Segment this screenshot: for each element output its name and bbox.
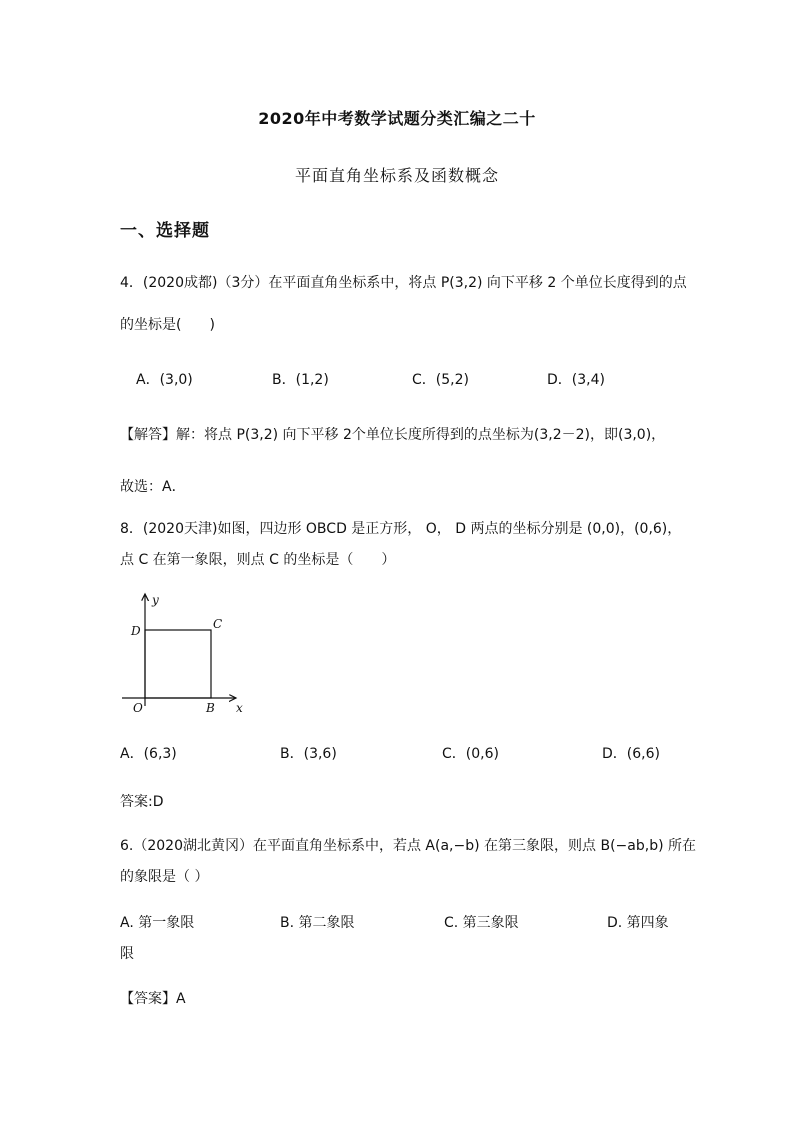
q8-option-d: D．(6,6) xyxy=(602,746,660,762)
q4-choice: 故选：A． xyxy=(120,479,186,495)
label-d: D xyxy=(131,624,141,638)
square-obcd xyxy=(145,630,211,698)
q8-option-b: B．(3,6) xyxy=(280,746,337,762)
q6-option-b: B. 第二象限 xyxy=(280,915,355,931)
q4-option-b: B．(1,2) xyxy=(272,372,329,388)
page-subtitle: 平面直角坐标系及函数概念 xyxy=(294,166,499,185)
q8-stem-line1: 8．(2020天津)如图，四边形 OBCD 是正方形， O， D 两点的坐标分别是 (0,0)，(0,6)， xyxy=(120,521,682,537)
q8-option-a: A．(6,3) xyxy=(120,746,177,762)
q8-option-c: C．(0,6) xyxy=(442,746,499,762)
q6-option-a: A. 第一象限 xyxy=(120,915,195,931)
q8-stem-line2: 点 C 在第一象限，则点 C 的坐标是（ ） xyxy=(120,552,396,568)
q4-stem-line1: 4．(2020成都)（3分）在平面直角坐标系中，将点 P(3,2) 向下平移 2 个单位长度得到的点 xyxy=(120,275,687,291)
q4-option-c: C．(5,2) xyxy=(412,372,469,388)
label-b: B xyxy=(206,701,215,715)
q4-solution: 【解答】解：将点 P(3,2) 向下平移 2个单位长度所得到的点坐标为(3,2－2)，即(3,0)， xyxy=(120,427,666,443)
q8-answer: 答案:D xyxy=(120,794,164,810)
y-axis-label: y xyxy=(152,593,159,607)
q6-stem-line1: 6.（2020湖北黄冈）在平面直角坐标系中，若点 A(a,−b) 在第三象限，则点 B(−ab,b) 所在 xyxy=(120,838,696,854)
label-c: C xyxy=(213,617,223,631)
label-o: O xyxy=(133,701,143,715)
q6-option-c: C. 第三象限 xyxy=(444,915,519,931)
q4-stem-line2: 的坐标是( ) xyxy=(120,317,215,333)
q6-option-d: D. 第四象 xyxy=(607,915,669,931)
q6-answer: 【答案】A xyxy=(120,991,186,1007)
x-axis-label: x xyxy=(236,701,243,715)
q4-option-d: D．(3,4) xyxy=(547,372,605,388)
q6-stem-line2: 的象限是（ ） xyxy=(120,869,209,885)
square-figure xyxy=(118,588,258,718)
q4-option-a: A．(3,0) xyxy=(136,372,193,388)
page-title: 2020年中考数学试题分类汇编之二十 xyxy=(258,109,536,128)
q6-option-d-wrap: 限 xyxy=(120,946,134,962)
section-heading: 一、选择题 xyxy=(120,221,210,241)
